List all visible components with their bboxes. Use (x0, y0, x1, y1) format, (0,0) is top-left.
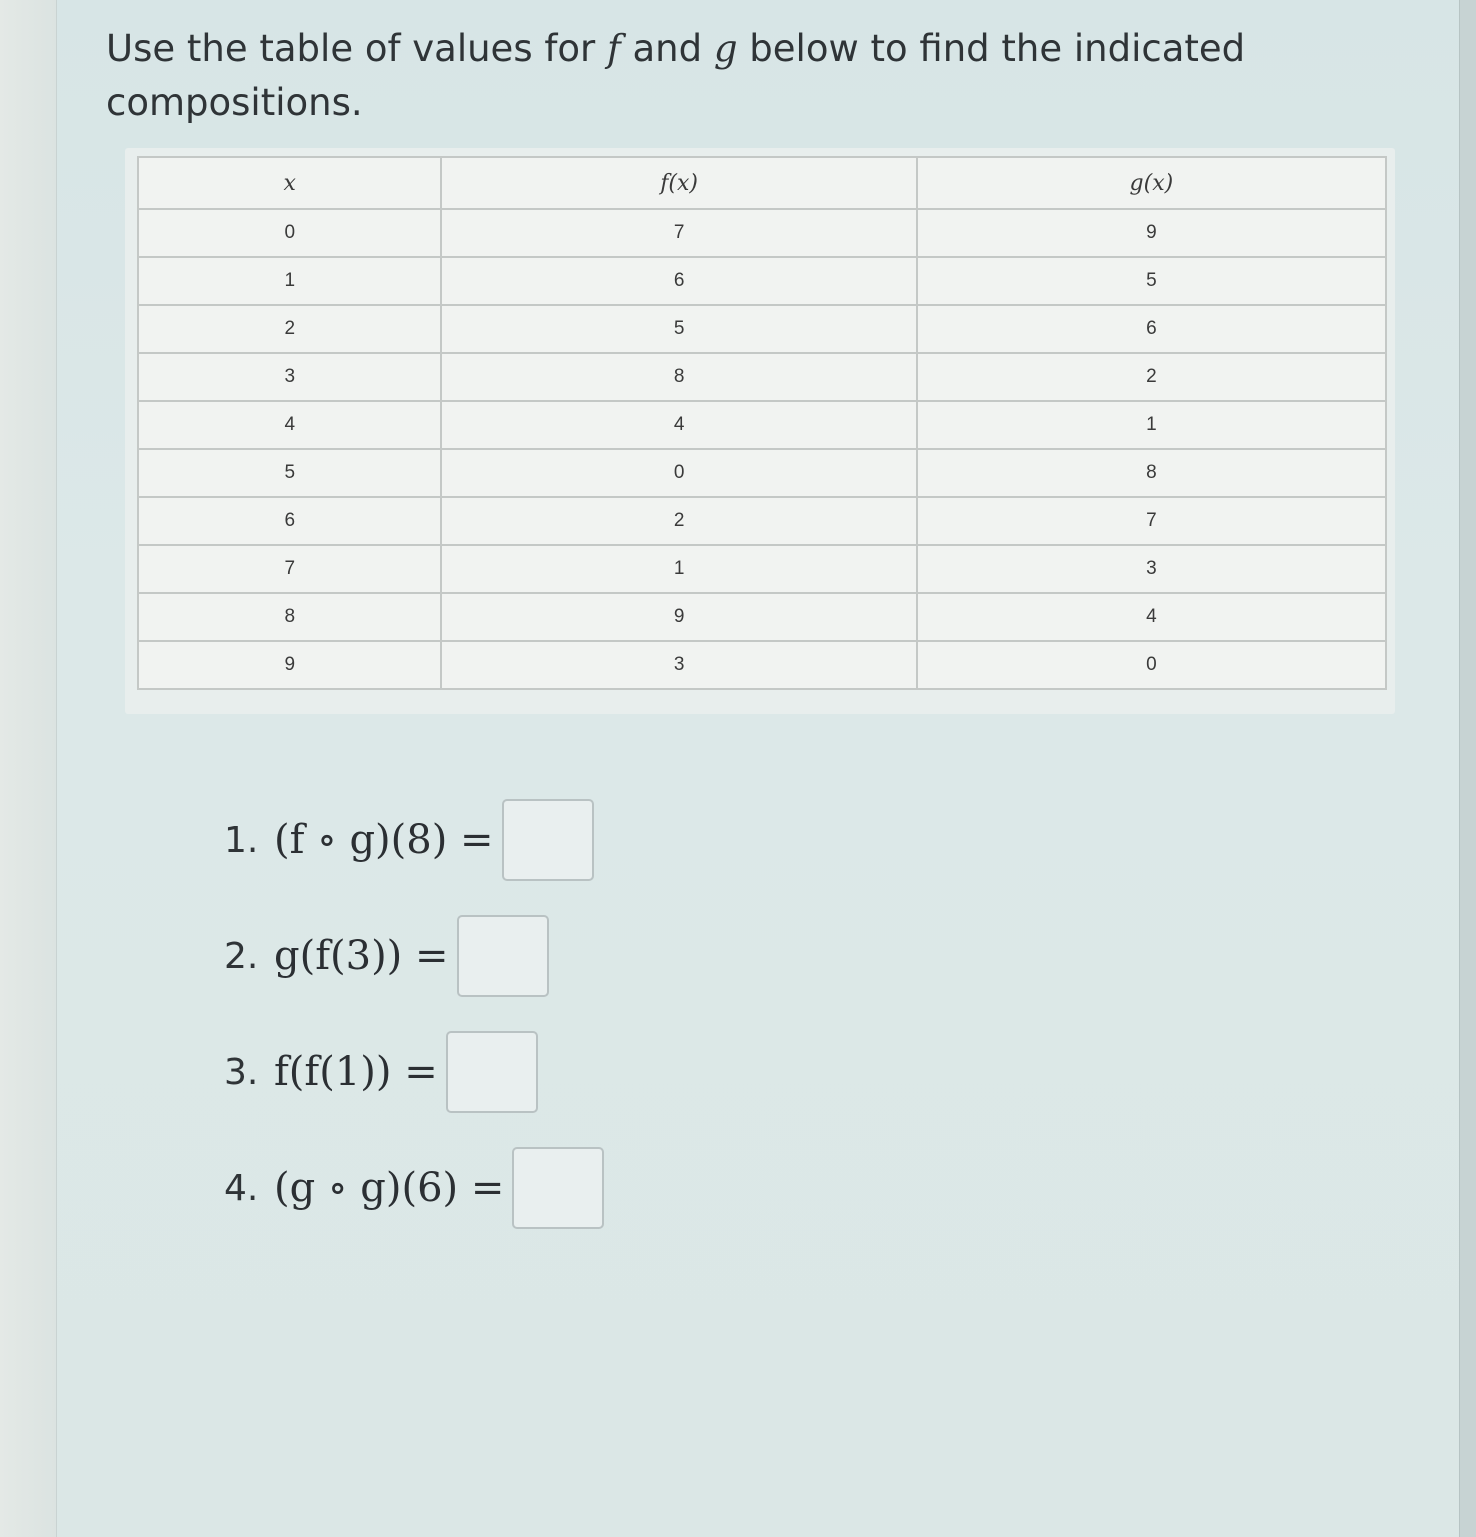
prompt-text-end: below to find the indicated compositions. (106, 27, 1246, 124)
question-number: 4. (224, 1167, 259, 1209)
cell-f: 1 (441, 545, 916, 593)
question-expression: (f ∘ g)(8) = (274, 817, 494, 863)
question-item-3 (224, 1014, 604, 1130)
question-item-2 (224, 898, 604, 1014)
question-number: 1. (224, 819, 259, 861)
cell-g: 7 (917, 497, 1386, 545)
table-row (138, 257, 1386, 305)
cell-g: 3 (917, 545, 1386, 593)
table-row (138, 353, 1386, 401)
cell-g: 0 (917, 641, 1386, 689)
cell-x: 0 (138, 209, 441, 257)
table-row (138, 593, 1386, 641)
values-table-container (125, 148, 1395, 714)
question-number: 2. (224, 935, 259, 977)
cell-g: 2 (917, 353, 1386, 401)
answer-input-2[interactable] (457, 915, 549, 997)
cell-x: 2 (138, 305, 441, 353)
cell-g: 4 (917, 593, 1386, 641)
prompt-text-middle: and (620, 27, 714, 70)
question-number: 3. (224, 1051, 259, 1093)
cell-f: 8 (441, 353, 916, 401)
g-symbol: g (713, 27, 738, 70)
cell-f: 5 (441, 305, 916, 353)
f-symbol: f (607, 27, 621, 70)
question-expression: f(f(1)) = (274, 1049, 438, 1095)
cell-f: 6 (441, 257, 916, 305)
cell-f: 9 (441, 593, 916, 641)
question-expression: g(f(3)) = (274, 933, 449, 979)
header-x: x (138, 157, 441, 209)
table-row (138, 497, 1386, 545)
question-expression: (g ∘ g)(6) = (274, 1165, 505, 1211)
table-row (138, 641, 1386, 689)
cell-f: 7 (441, 209, 916, 257)
prompt-text-start: Use the table of values for (106, 27, 607, 70)
cell-g: 9 (917, 209, 1386, 257)
table-header-row (138, 157, 1386, 209)
cell-x: 4 (138, 401, 441, 449)
table-row (138, 305, 1386, 353)
header-g-of-x: g(x) (917, 157, 1386, 209)
cell-x: 7 (138, 545, 441, 593)
table-row (138, 545, 1386, 593)
question-list (224, 782, 604, 1246)
cell-g: 5 (917, 257, 1386, 305)
table-row (138, 449, 1386, 497)
cell-f: 4 (441, 401, 916, 449)
answer-input-4[interactable] (512, 1147, 604, 1229)
cell-f: 2 (441, 497, 916, 545)
cell-x: 5 (138, 449, 441, 497)
answer-input-1[interactable] (502, 799, 594, 881)
right-edge-strip (1459, 0, 1476, 1537)
cell-x: 6 (138, 497, 441, 545)
cell-x: 3 (138, 353, 441, 401)
left-margin-strip (0, 0, 57, 1537)
cell-f: 3 (441, 641, 916, 689)
question-item-4 (224, 1130, 604, 1246)
cell-x: 8 (138, 593, 441, 641)
question-item-1 (224, 782, 604, 898)
cell-x: 9 (138, 641, 441, 689)
table-row (138, 401, 1386, 449)
answer-input-3[interactable] (446, 1031, 538, 1113)
cell-g: 1 (917, 401, 1386, 449)
cell-x: 1 (138, 257, 441, 305)
cell-f: 0 (441, 449, 916, 497)
values-table (137, 156, 1387, 690)
cell-g: 8 (917, 449, 1386, 497)
header-f-of-x: f(x) (441, 157, 916, 209)
table-row (138, 209, 1386, 257)
question-prompt (106, 22, 1306, 130)
cell-g: 6 (917, 305, 1386, 353)
